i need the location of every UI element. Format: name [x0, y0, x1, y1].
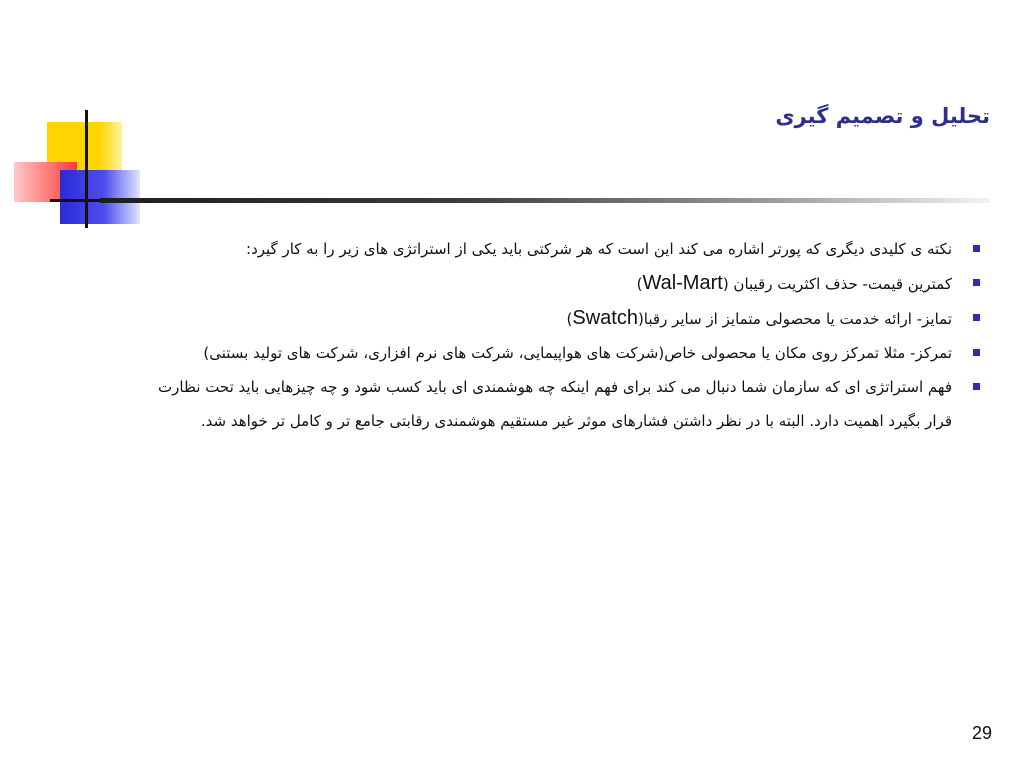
square-bullet-icon — [973, 349, 980, 356]
bullet-text: تمایز- ارائه خدمت یا محصولی متمایز از سایر رقبا( — [637, 310, 952, 328]
horizontal-line — [50, 199, 100, 202]
bullet-text: تمرکز- مثلا تمرکز روی مکان یا محصولی خاص(شرکت های هواپیمایی، شرکت های نرم افزاری، شرکت های تولید بستنی) — [203, 344, 952, 362]
bullet-item — [148, 336, 968, 370]
bullet-latin-term: Swatch — [572, 307, 638, 329]
title-rule — [100, 198, 990, 203]
slide-title: تحلیل و تصمیم گیری — [775, 104, 990, 128]
bullet-tail: ) — [566, 310, 573, 328]
vertical-line — [85, 110, 88, 228]
bullet-text: فهم استراتژی ای که سازمان شما دنبال می کند برای فهم اینکه چه هوشمندی ای باید کسب شود و چه چیزهایی باید تحت نظارت قرار بگیرد اهمیت دارد. البته با در نظر داشتن فشارهای موثر غیر مستقیم هوشمندی رقابتی جامع تر و کامل تر خواهد شد. — [158, 378, 952, 430]
blue-square — [60, 170, 140, 224]
decorative-logo — [0, 0, 160, 240]
bullet-text: نکته ی کلیدی دیگری که پورتر اشاره می کند این است که هر شرکتی باید یکی از استراتژی های زیر را به کار گیرد: — [246, 240, 952, 258]
page-number: 29 — [971, 723, 992, 743]
bullet-latin-term: Wal-Mart — [642, 272, 723, 294]
square-bullet-icon — [973, 279, 980, 286]
square-bullet-icon — [973, 314, 980, 321]
bullet-item — [148, 232, 968, 266]
bullet-item — [148, 370, 968, 438]
square-bullet-icon — [973, 383, 980, 390]
bullet-item — [148, 301, 968, 336]
bullet-text: کمترین قیمت- حذف اکثریت رقیبان ( — [722, 275, 952, 293]
bullet-item — [148, 266, 968, 301]
bullet-list — [148, 232, 968, 438]
square-bullet-icon — [973, 245, 980, 252]
bullet-tail: ) — [636, 275, 643, 293]
